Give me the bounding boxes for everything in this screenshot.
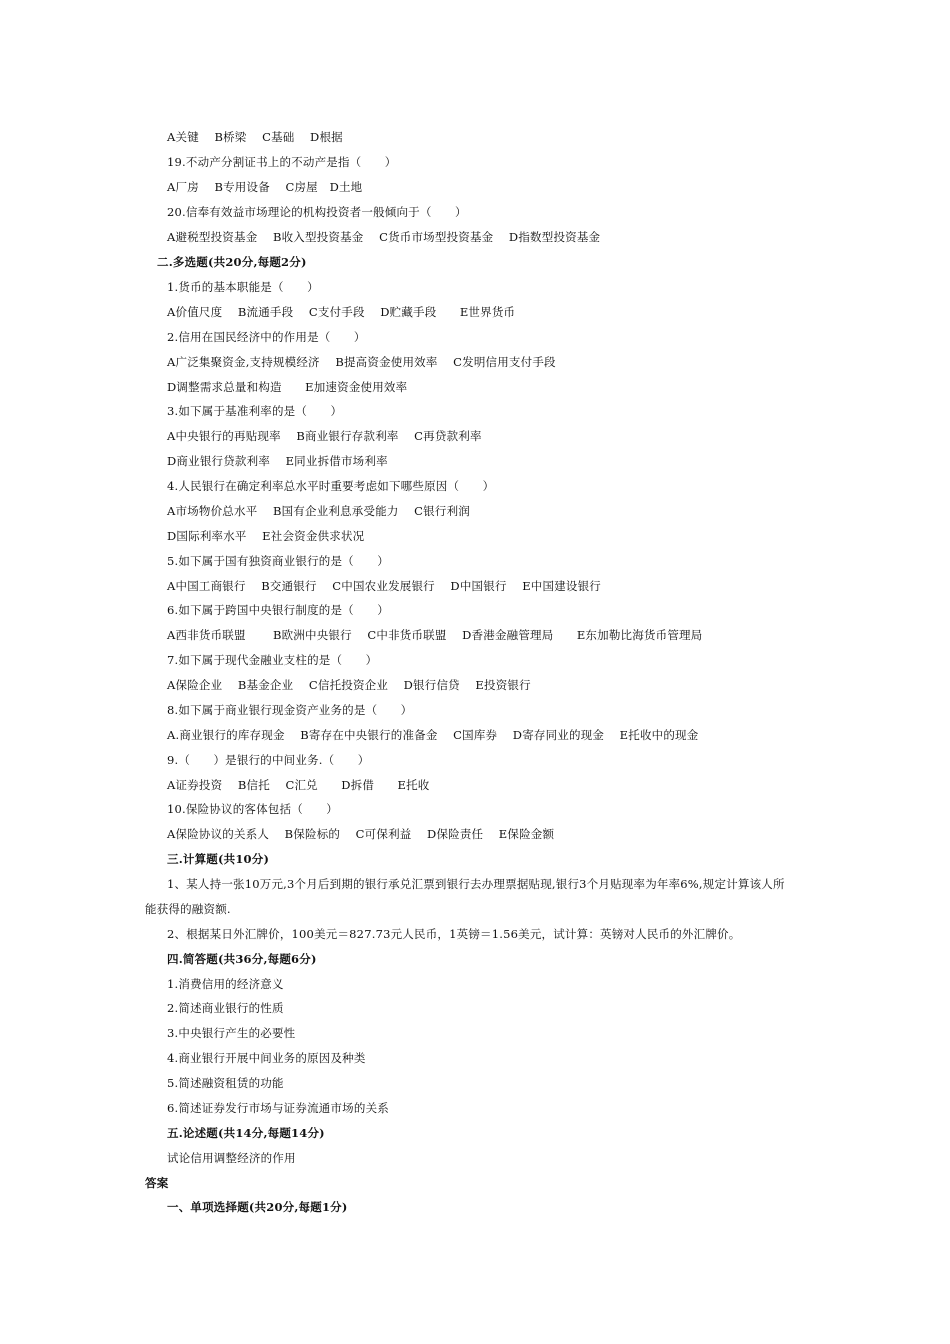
q18-options: A关键 B桥梁 C基础 D根据 [167,130,343,144]
mc7-question: 7.如下属于现代金融业支柱的是（ ） [167,653,378,667]
mc7-options: A保险企业 B基金企业 C信托投资企业 D银行信贷 E投资银行 [167,678,531,692]
calc2-text: 2、根据某日外汇牌价，100美元＝827.73元人民币，1英镑＝1.56美元，试计算：英镑对人民币的外汇牌价。 [167,927,741,941]
short-answer-2: 2.简述商业银行的性质 [167,1001,284,1015]
mc10-options: A保险协议的关系人 B保险标的 C可保利益 D保险责任 E保险金额 [167,827,555,841]
mc1-question: 1.货币的基本职能是（ ） [167,280,319,294]
mc9-options: A证券投资 B信托 C汇兑 D拆借 E托收 [167,778,430,792]
q19-question: 19.不动产分割证书上的不动产是指（ ） [167,155,397,169]
mc6-options: A西非货币联盟 B欧洲中央银行 C中非货币联盟 D香港金融管理局 E东加勒比海货币管理局 [167,628,703,642]
mc10-question: 10.保险协议的客体包括（ ） [167,802,338,816]
short-answer-1: 1.消费信用的经济意义 [167,977,284,991]
mc1-options: A价值尺度 B流通手段 C支付手段 D贮藏手段 E世界货币 [167,305,516,319]
answers-heading: 答案 [145,1176,169,1190]
mc8-question: 8.如下属于商业银行现金资产业务的是（ ） [167,703,413,717]
short-answer-6: 6.简述证券发行市场与证券流通市场的关系 [167,1101,389,1115]
mc5-options: A中国工商银行 B交通银行 C中国农业发展银行 D中国银行 E中国建设银行 [167,579,601,593]
calc1-text-line1: 1、某人持一张10万元,3个月后到期的银行承兑汇票到银行去办理票据贴现,银行3个月贴现率为年率6%,规定计算该人所 [167,877,785,891]
section-heading-short-answer: 四.简答题(共36分,每题6分) [167,952,317,966]
mc4-question: 4.人民银行在确定利率总水平时重要考虑如下哪些原因（ ） [167,479,495,493]
mc2-options-line2: D调整需求总量和构造 E加速资金使用效率 [167,380,408,394]
q20-question: 20.信奉有效益市场理论的机构投资者一般倾向于（ ） [167,205,467,219]
short-answer-4: 4.商业银行开展中间业务的原因及种类 [167,1051,366,1065]
mc2-question: 2.信用在国民经济中的作用是（ ） [167,330,366,344]
q20-options: A避税型投资基金 B收入型投资基金 C货币市场型投资基金 D指数型投资基金 [167,230,601,244]
essay-question: 试论信用调整经济的作用 [167,1151,296,1165]
mc3-options-line1: A中央银行的再贴现率 B商业银行存款利率 C再贷款利率 [167,429,482,443]
mc9-question: 9.（ ）是银行的中间业务.（ ） [167,753,370,767]
answers-section-single-choice: 一、单项选择题(共20分,每题1分) [167,1200,348,1214]
mc4-options-line1: A市场物价总水平 B国有企业利息承受能力 C银行利润 [167,504,470,518]
mc6-question: 6.如下属于跨国中央银行制度的是（ ） [167,603,389,617]
mc3-question: 3.如下属于基准利率的是（ ） [167,404,343,418]
section-heading-calculation: 三.计算题(共10分) [167,852,270,866]
calc1-text-line2: 能获得的融资额. [145,902,231,916]
short-answer-3: 3.中央银行产生的必要性 [167,1026,296,1040]
section-heading-essay: 五.论述题(共14分,每题14分) [167,1126,325,1140]
section-heading-multiple-choice: 二.多选题(共20分,每题2分) [157,255,307,269]
mc5-question: 5.如下属于国有独资商业银行的是（ ） [167,554,389,568]
q19-options: A厂房 B专用设备 C房屋 D土地 [167,180,363,194]
short-answer-5: 5.简述融资租赁的功能 [167,1076,284,1090]
mc2-options-line1: A广泛集聚资金,支持规模经济 B提高资金使用效率 C发明信用支付手段 [167,355,556,369]
mc3-options-line2: D商业银行贷款利率 E同业拆借市场利率 [167,454,388,468]
mc8-options: A.商业银行的库存现金 B寄存在中央银行的准备金 C国库券 D寄存同业的现金 E托收中的现金 [167,728,699,742]
mc4-options-line2: D国际利率水平 E社会资金供求状况 [167,529,365,543]
